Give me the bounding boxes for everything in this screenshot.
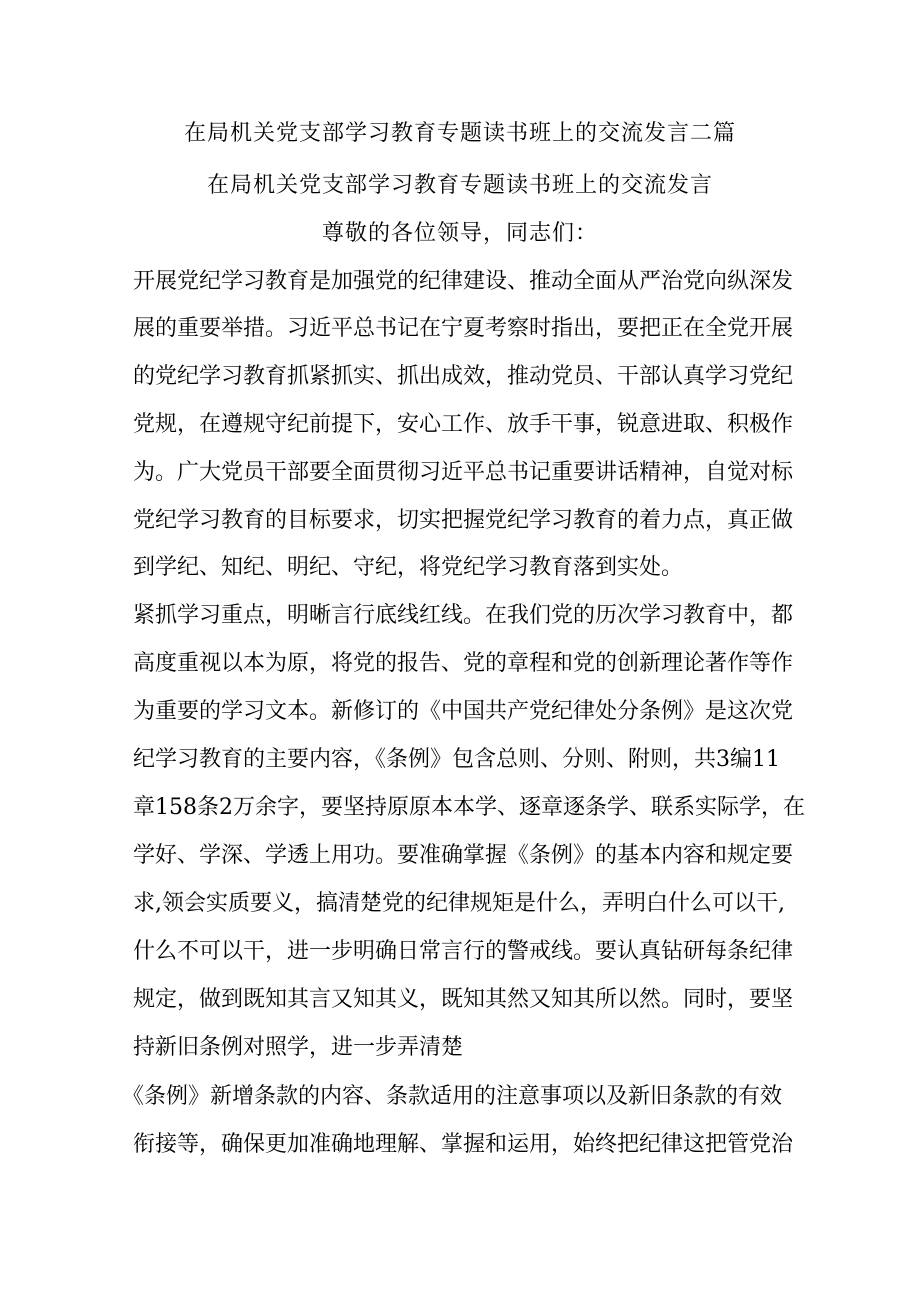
paragraph-line: 的党纪学习教育抓紧抓实、抓出成效，推动党员、干部认真学习党纪: [133, 364, 794, 389]
paragraph-line: 章158条2万余字，要坚持原原本本学、逐章逐条学、联系实际学，在: [133, 795, 805, 820]
paragraph-line: 衔接等，确保更加准确地理解、掌握和运用，始终把纪律这把管党治: [133, 1132, 794, 1157]
paragraph-line: 开展党纪学习教育是加强党的纪律建设、推动全面从严治党向纵深发: [133, 269, 794, 294]
paragraph-line: 什么不可以干，进一步明确日常言行的警戒线。要认真钻研每条纪律: [133, 939, 794, 964]
paragraph-line: 规定，做到既知其言又知其义，既知其然又知其所以然。同时，要坚: [133, 987, 794, 1012]
paragraph-line: 学好、学深、学透上用功。要准确掌握《条例》的基本内容和规定要: [133, 843, 794, 868]
paragraph-line: 党纪学习教育的目标要求，切实把握党纪学习教育的着力点，真正做: [133, 508, 794, 533]
paragraph-line: 党规，在遵规守纪前提下，安心工作、放手干事，锐意进取、积极作: [133, 412, 794, 437]
salutation: 尊敬的各位领导，同志们：: [321, 221, 598, 246]
paragraph-line: 为。广大党员干部要全面贯彻习近平总书记重要讲话精神，自觉对标: [133, 460, 794, 485]
paragraph-line: 《条例》新增条款的内容、条款适用的注意事项以及新旧条款的有效: [122, 1084, 783, 1109]
paragraph-line: 高度重视以本为原，将党的报告、党的章程和党的创新理论著作等作: [133, 651, 794, 676]
document-title: 在局机关党支部学习教育专题读书班上的交流发言二篇: [183, 121, 736, 146]
paragraph-line: 紧抓学习重点，明晰言行底线红线。在我们党的历次学习教育中，都: [133, 603, 794, 628]
paragraph-line: 持新旧条例对照学，进一步弄清楚: [133, 1035, 464, 1060]
document-subtitle: 在局机关党支部学习教育专题读书班上的交流发言: [206, 173, 713, 198]
paragraph-line: 求,领会实质要义，搞清楚党的纪律规矩是什么，弄明白什么可以干,: [133, 891, 785, 916]
paragraph-line: 展的重要举措。习近平总书记在宁夏考察时指出，要把正在全党开展: [133, 316, 794, 341]
paragraph-line: 纪学习教育的主要内容，《条例》包含总则、分则、附则，共3编11: [133, 747, 780, 772]
paragraph-line: 为重要的学习文本。新修订的《中国共产党纪律处分条例》是这次党: [133, 699, 794, 724]
paragraph-line: 到学纪、知纪、明纪、守纪，将党纪学习教育落到实处。: [133, 555, 684, 580]
